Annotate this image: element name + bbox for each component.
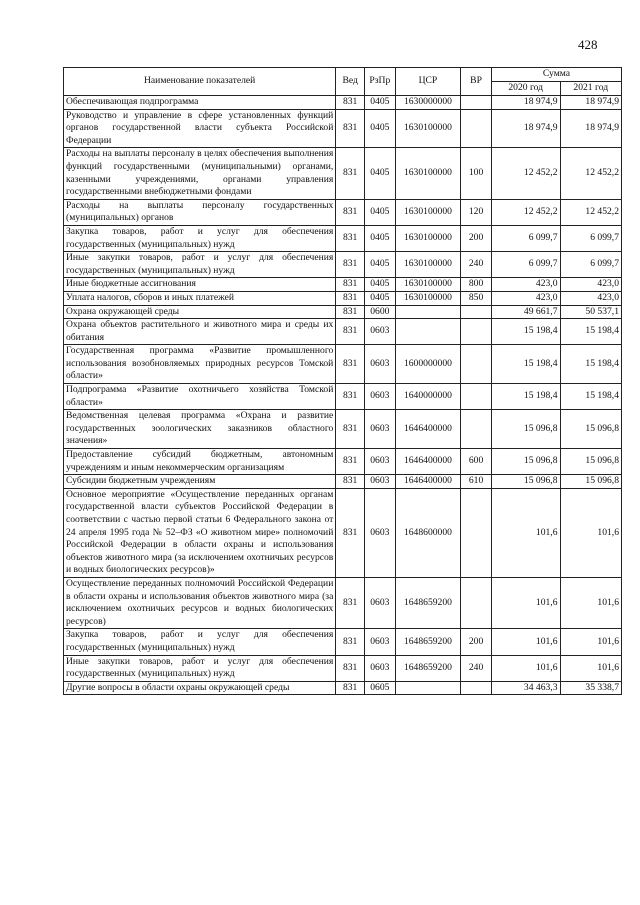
row-amount-2020: 49 661,7: [491, 305, 560, 319]
header-vr: ВР: [461, 68, 492, 96]
row-amount-2021: 15 198,4: [560, 345, 622, 384]
header-row: [64, 68, 622, 82]
row-rzpr: 0405: [364, 225, 395, 251]
table-row: [64, 475, 622, 489]
row-csr: 1630000000: [395, 96, 461, 110]
row-vr: 600: [461, 449, 492, 475]
row-csr: 1646400000: [395, 475, 461, 489]
row-amount-2020: 6 099,7: [491, 252, 560, 278]
table-row: [64, 96, 622, 110]
table-row: [64, 252, 622, 278]
row-name: Осуществление переданных полномочий Российской Федерации в области охраны и использования объектов животного мира (за исключением охотничьих ресурсов и водных биологических ресурсов): [64, 577, 336, 628]
header-ved: Вед: [336, 68, 365, 96]
row-vr: 610: [461, 475, 492, 489]
row-csr: 1630100000: [395, 225, 461, 251]
row-vr: 800: [461, 278, 492, 292]
row-amount-2021: 35 338,7: [560, 681, 622, 695]
row-name: Иные бюджетные ассигнования: [64, 278, 336, 292]
row-rzpr: 0405: [364, 199, 395, 225]
row-vr: [461, 488, 492, 577]
row-amount-2021: 15 198,4: [560, 319, 622, 345]
row-ved: 831: [336, 225, 365, 251]
row-amount-2020: 12 452,2: [491, 148, 560, 199]
row-amount-2021: 18 974,9: [560, 109, 622, 148]
header-sum: Сумма: [491, 68, 621, 82]
table-row: [64, 681, 622, 695]
row-amount-2020: 101,6: [491, 629, 560, 655]
row-csr: 1600000000: [395, 345, 461, 384]
row-csr: 1640000000: [395, 384, 461, 410]
row-csr: 1630100000: [395, 252, 461, 278]
row-ved: 831: [336, 475, 365, 489]
row-amount-2020: 15 198,4: [491, 384, 560, 410]
table-body: [64, 96, 622, 695]
row-amount-2020: 15 096,8: [491, 449, 560, 475]
table-row: [64, 225, 622, 251]
row-rzpr: 0603: [364, 577, 395, 628]
row-csr: 1630100000: [395, 199, 461, 225]
row-rzpr: 0603: [364, 488, 395, 577]
row-vr: [461, 109, 492, 148]
row-name: Другие вопросы в области охраны окружающей среды: [64, 681, 336, 695]
row-vr: [461, 319, 492, 345]
row-csr: 1648600000: [395, 488, 461, 577]
row-csr: 1646400000: [395, 410, 461, 449]
row-vr: [461, 96, 492, 110]
row-amount-2020: 12 452,2: [491, 199, 560, 225]
row-csr: [395, 305, 461, 319]
row-vr: [461, 305, 492, 319]
row-amount-2021: 101,6: [560, 655, 622, 681]
row-csr: 1648659200: [395, 655, 461, 681]
row-name: Основное мероприятие «Осуществление переданных органам государственной власти субъектов Российской Федерации в соответствии с частью первой статьи 6 Федерального закона от 24 апреля 1995 года № 52–ФЗ «О животном мире» полномочий Российской Федерации в области охраны и использования объектов животного мира (за исключением охотничьих ресурсов и водных биологических ресурсов)»: [64, 488, 336, 577]
row-ved: 831: [336, 278, 365, 292]
row-name: Подпрограмма «Развитие охотничьего хозяйства Томской области»: [64, 384, 336, 410]
row-amount-2020: 18 974,9: [491, 96, 560, 110]
row-amount-2021: 15 096,8: [560, 449, 622, 475]
row-rzpr: 0603: [364, 319, 395, 345]
row-amount-2021: 15 096,8: [560, 475, 622, 489]
row-name: Уплата налогов, сборов и иных платежей: [64, 291, 336, 305]
row-csr: [395, 681, 461, 695]
row-rzpr: 0603: [364, 449, 395, 475]
row-ved: 831: [336, 629, 365, 655]
row-amount-2021: 101,6: [560, 488, 622, 577]
table-row: [64, 410, 622, 449]
table-row: [64, 319, 622, 345]
row-amount-2020: 423,0: [491, 278, 560, 292]
row-rzpr: 0405: [364, 148, 395, 199]
row-amount-2020: 18 974,9: [491, 109, 560, 148]
header-year-2021: 2021 год: [560, 82, 622, 96]
row-amount-2020: 15 198,4: [491, 319, 560, 345]
table-row: [64, 109, 622, 148]
row-vr: [461, 410, 492, 449]
row-rzpr: 0603: [364, 475, 395, 489]
row-ved: 831: [336, 96, 365, 110]
row-rzpr: 0603: [364, 384, 395, 410]
row-name: Охрана объектов растительного и животного мира и среды их обитания: [64, 319, 336, 345]
row-rzpr: 0405: [364, 96, 395, 110]
row-name: Иные закупки товаров, работ и услуг для обеспечения государственных (муниципальных) нужд: [64, 655, 336, 681]
row-rzpr: 0405: [364, 291, 395, 305]
row-amount-2021: 423,0: [560, 278, 622, 292]
row-ved: 831: [336, 291, 365, 305]
row-vr: 200: [461, 629, 492, 655]
row-rzpr: 0405: [364, 109, 395, 148]
row-amount-2020: 15 096,8: [491, 475, 560, 489]
row-amount-2021: 6 099,7: [560, 225, 622, 251]
table-row: [64, 577, 622, 628]
table-row: [64, 449, 622, 475]
row-ved: 831: [336, 305, 365, 319]
row-ved: 831: [336, 199, 365, 225]
table-row: [64, 305, 622, 319]
row-csr: 1630100000: [395, 278, 461, 292]
row-rzpr: 0603: [364, 655, 395, 681]
row-csr: 1630100000: [395, 291, 461, 305]
row-amount-2020: 423,0: [491, 291, 560, 305]
table-row: [64, 488, 622, 577]
row-amount-2021: 6 099,7: [560, 252, 622, 278]
row-ved: 831: [336, 449, 365, 475]
row-vr: [461, 345, 492, 384]
row-ved: 831: [336, 319, 365, 345]
table-row: [64, 291, 622, 305]
row-amount-2021: 101,6: [560, 629, 622, 655]
row-vr: 240: [461, 655, 492, 681]
row-rzpr: 0603: [364, 410, 395, 449]
header-year-2020: 2020 год: [491, 82, 560, 96]
row-rzpr: 0600: [364, 305, 395, 319]
row-name: Субсидии бюджетным учреждениям: [64, 475, 336, 489]
row-name: Расходы на выплаты персоналу государственных (муниципальных) органов: [64, 199, 336, 225]
row-vr: 100: [461, 148, 492, 199]
row-ved: 831: [336, 109, 365, 148]
row-amount-2021: 12 452,2: [560, 148, 622, 199]
row-ved: 831: [336, 577, 365, 628]
row-vr: [461, 384, 492, 410]
row-vr: [461, 577, 492, 628]
row-csr: 1646400000: [395, 449, 461, 475]
row-name: Ведомственная целевая программа «Охрана и развитие государственных зоологических заказников областного значения»: [64, 410, 336, 449]
row-amount-2021: 101,6: [560, 577, 622, 628]
row-amount-2020: 15 198,4: [491, 345, 560, 384]
row-name: Руководство и управление в сфере установленных функций органов государственной власти субъекта Российской Федерации: [64, 109, 336, 148]
row-rzpr: 0603: [364, 345, 395, 384]
row-name: Закупка товаров, работ и услуг для обеспечения государственных (муниципальных) нужд: [64, 225, 336, 251]
row-rzpr: 0405: [364, 278, 395, 292]
row-csr: 1630100000: [395, 109, 461, 148]
row-vr: 120: [461, 199, 492, 225]
row-name: Охрана окружающей среды: [64, 305, 336, 319]
row-ved: 831: [336, 488, 365, 577]
table-row: [64, 629, 622, 655]
table-row: [64, 384, 622, 410]
table-row: [64, 199, 622, 225]
table-row: [64, 278, 622, 292]
header-rzpr: РзПр: [364, 68, 395, 96]
row-amount-2020: 101,6: [491, 577, 560, 628]
row-amount-2020: 34 463,3: [491, 681, 560, 695]
row-vr: [461, 681, 492, 695]
row-amount-2020: 101,6: [491, 488, 560, 577]
row-amount-2020: 101,6: [491, 655, 560, 681]
row-name: Государственная программа «Развитие промышленного использования возобновляемых природных ресурсов Томской области»: [64, 345, 336, 384]
row-amount-2021: 15 096,8: [560, 410, 622, 449]
row-amount-2021: 18 974,9: [560, 96, 622, 110]
row-rzpr: 0603: [364, 629, 395, 655]
row-amount-2021: 15 198,4: [560, 384, 622, 410]
page-number: 428: [578, 37, 598, 52]
row-name: Обеспечивающая подпрограмма: [64, 96, 336, 110]
row-ved: 831: [336, 681, 365, 695]
row-vr: 200: [461, 225, 492, 251]
row-csr: [395, 319, 461, 345]
row-amount-2021: 12 452,2: [560, 199, 622, 225]
row-amount-2020: 15 096,8: [491, 410, 560, 449]
row-rzpr: 0605: [364, 681, 395, 695]
row-ved: 831: [336, 384, 365, 410]
row-amount-2021: 423,0: [560, 291, 622, 305]
row-name: Закупка товаров, работ и услуг для обеспечения государственных (муниципальных) нужд: [64, 629, 336, 655]
row-rzpr: 0405: [364, 252, 395, 278]
row-ved: 831: [336, 252, 365, 278]
header-name: Наименование показателей: [64, 68, 336, 96]
row-name: Расходы на выплаты персоналу в целях обеспечения выполнения функций государственными (муниципальными) органами, казенными учреждениями, органами управления государственными внебюджетными фондами: [64, 148, 336, 199]
row-csr: 1648659200: [395, 629, 461, 655]
row-name: Иные закупки товаров, работ и услуг для обеспечения государственных (муниципальных) нужд: [64, 252, 336, 278]
budget-table: [63, 67, 622, 695]
header-csr: ЦСР: [395, 68, 461, 96]
table-row: [64, 148, 622, 199]
row-amount-2021: 50 537,1: [560, 305, 622, 319]
row-ved: 831: [336, 655, 365, 681]
row-csr: 1648659200: [395, 577, 461, 628]
row-name: Предоставление субсидий бюджетным, автономным учреждениям и иным некоммерческим организациям: [64, 449, 336, 475]
row-ved: 831: [336, 410, 365, 449]
row-amount-2020: 6 099,7: [491, 225, 560, 251]
table-row: [64, 345, 622, 384]
row-vr: 240: [461, 252, 492, 278]
row-csr: 1630100000: [395, 148, 461, 199]
row-ved: 831: [336, 345, 365, 384]
row-ved: 831: [336, 148, 365, 199]
row-vr: 850: [461, 291, 492, 305]
table-row: [64, 655, 622, 681]
